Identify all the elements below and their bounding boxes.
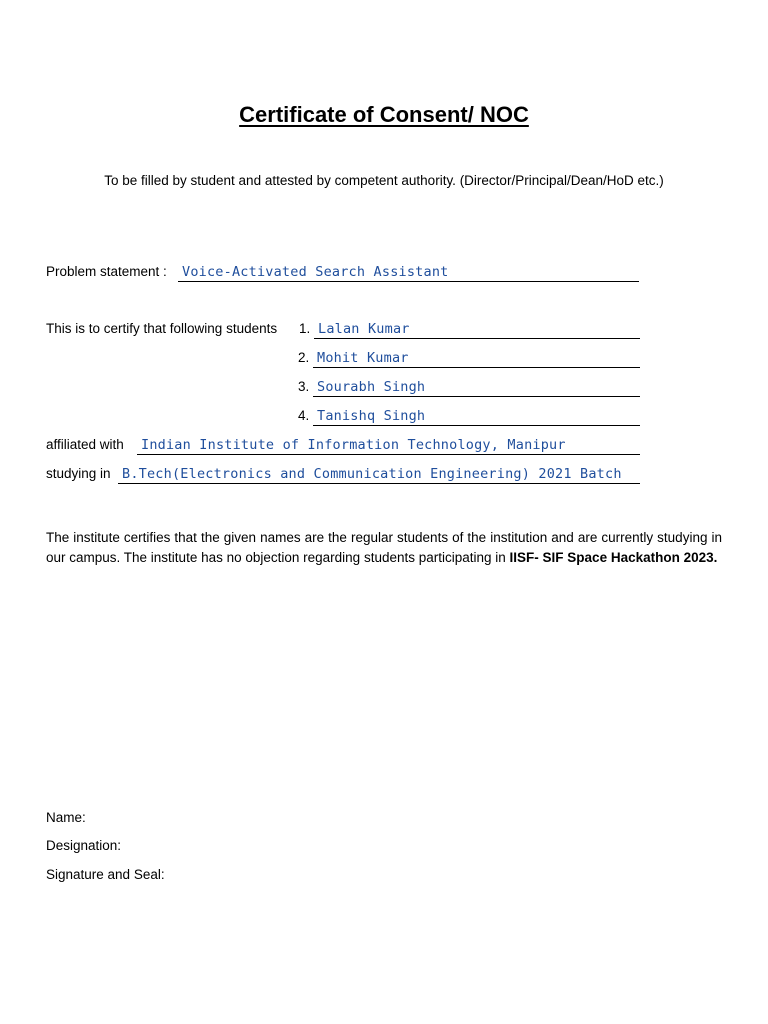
student-number: 1. <box>299 321 311 336</box>
studying-field <box>118 465 640 484</box>
student-field <box>313 407 640 426</box>
certify-label: This is to certify that following students <box>46 321 278 336</box>
program-name: B.Tech(Electronics and Communication Engineering) 2021 Batch <box>122 466 622 482</box>
instruction-text: To be filled by student and attested by competent authority. (Director/Principal/Dean/HoD etc.) <box>104 173 664 188</box>
student-field <box>313 349 640 368</box>
student-number: 2. <box>298 350 310 365</box>
institute-statement <box>46 528 722 567</box>
student-field <box>313 378 640 397</box>
student-field <box>314 320 640 339</box>
signature-seal-label: Signature and Seal: <box>46 867 165 882</box>
institute-name: Indian Institute of Information Technology, Manipur <box>141 437 566 453</box>
problem-statement-value: Voice-Activated Search Assistant <box>182 264 449 280</box>
affiliated-label: affiliated with <box>46 437 124 452</box>
problem-statement-label: Problem statement : <box>46 264 167 279</box>
name-label: Name: <box>46 810 86 825</box>
statement-text: The institute certifies that the given names are the regular students of the institution and are currently studying in our campus. The institute has no objection regarding students participating in <box>46 530 722 565</box>
student-name: Lalan Kumar <box>318 321 410 337</box>
student-number: 3. <box>298 379 310 394</box>
student-name: Tanishq Singh <box>317 408 426 424</box>
studying-label: studying in <box>46 466 111 481</box>
designation-label: Designation: <box>46 838 122 853</box>
student-name: Mohit Kumar <box>317 350 409 366</box>
student-name: Sourabh Singh <box>317 379 426 395</box>
event-name: IISF- SIF Space Hackathon 2023. <box>509 549 718 565</box>
affiliated-field <box>137 436 640 455</box>
problem-statement-field <box>178 263 639 282</box>
certificate-title: Certificate of Consent/ NOC <box>239 102 529 127</box>
student-number: 4. <box>298 408 310 423</box>
